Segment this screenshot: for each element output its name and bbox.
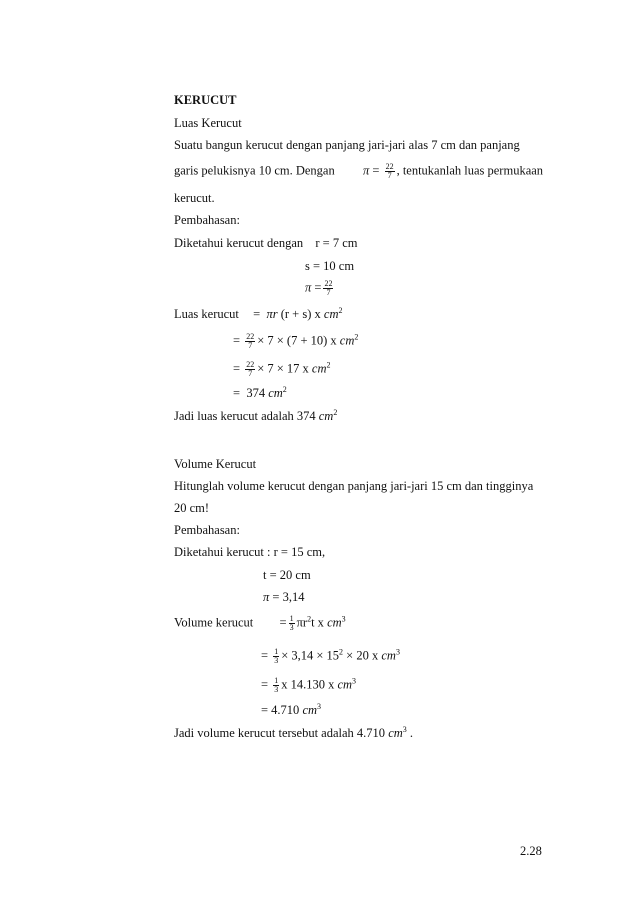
given-r: r = 7 cm (315, 236, 358, 250)
volume-heading: Volume Kerucut (174, 457, 257, 471)
luas-problem-text-end: , tentukanlah luas permukaan (396, 163, 544, 178)
luas-step-4: = 374 $cm^2$ (233, 385, 287, 400)
luas-heading: Luas Kerucut (174, 116, 242, 130)
volume-step-2: = $\frac{1}{3}$ × $3,14 \times 15^2 \times 20$ x $cm^3$ (261, 647, 400, 665)
luas-given-line (174, 236, 357, 250)
given-prefix: Diketahui kerucut dengan (174, 236, 304, 250)
luas-step-3: = $\frac{22}{7}$ × 7 × 17 x $cm^2$ (233, 360, 331, 378)
volume-given-line1: Diketahui kerucut : r = 15 cm, (174, 545, 326, 559)
volume-solution-label: Pembahasan: (174, 523, 240, 537)
given-pi: π = $\frac{22}{7}$ (305, 279, 333, 297)
volume-step-3: = $\frac{1}{3}$ x 14.130 x $cm^3$ (261, 676, 357, 694)
luas-formula-line: Luas kerucut = πr (r + s) x $cm^2$ (174, 306, 343, 321)
pi-symbol: π (362, 163, 370, 178)
luas-conclusion: Jadi luas kerucut adalah 374 $cm^2$ (174, 408, 338, 423)
luas-solution-label: Pembahasan: (174, 213, 240, 227)
volume-conclusion: Jadi volume kerucut tersebut adalah 4.710 $cm^3$ . (174, 725, 414, 740)
page-number: 2.28 (520, 844, 542, 858)
volume-given-pi: π = 3,14 (263, 590, 305, 604)
pi-fraction: $\frac{22}{7}$ (385, 162, 394, 180)
volume-given-t: t = 20 cm (263, 568, 311, 582)
volume-formula-label: Volume kerucut (174, 615, 254, 630)
luas-problem-line3: kerucut. (174, 191, 215, 205)
equals: = (372, 163, 380, 178)
luas-problem-line1: Suatu bangun kerucut dengan panjang jari-jari alas 7 cm dan panjang (174, 138, 520, 152)
luas-problem-line2 (174, 163, 543, 180)
given-s: s = 10 cm (305, 259, 355, 273)
luas-step-2: = $\frac{22}{7}$ × 7 × (7 + 10) x $cm^2$ (233, 332, 359, 350)
formula-label: Luas kerucut (174, 307, 239, 321)
luas-problem-text: garis pelukisnya 10 cm. Dengan (174, 163, 335, 178)
volume-problem-line2: 20 cm! (174, 501, 210, 515)
section-title: KERUCUT (174, 93, 237, 107)
volume-problem-line1: Hitunglah volume kerucut dengan panjang jari-jari 15 cm dan tingginya (174, 479, 534, 493)
volume-step-4: = 4.710 $cm^3$ (261, 702, 322, 717)
volume-formula-line: Volume kerucut = $\frac{1}{3}$ $\pi r^2t$ x $cm^3$ (174, 614, 346, 632)
